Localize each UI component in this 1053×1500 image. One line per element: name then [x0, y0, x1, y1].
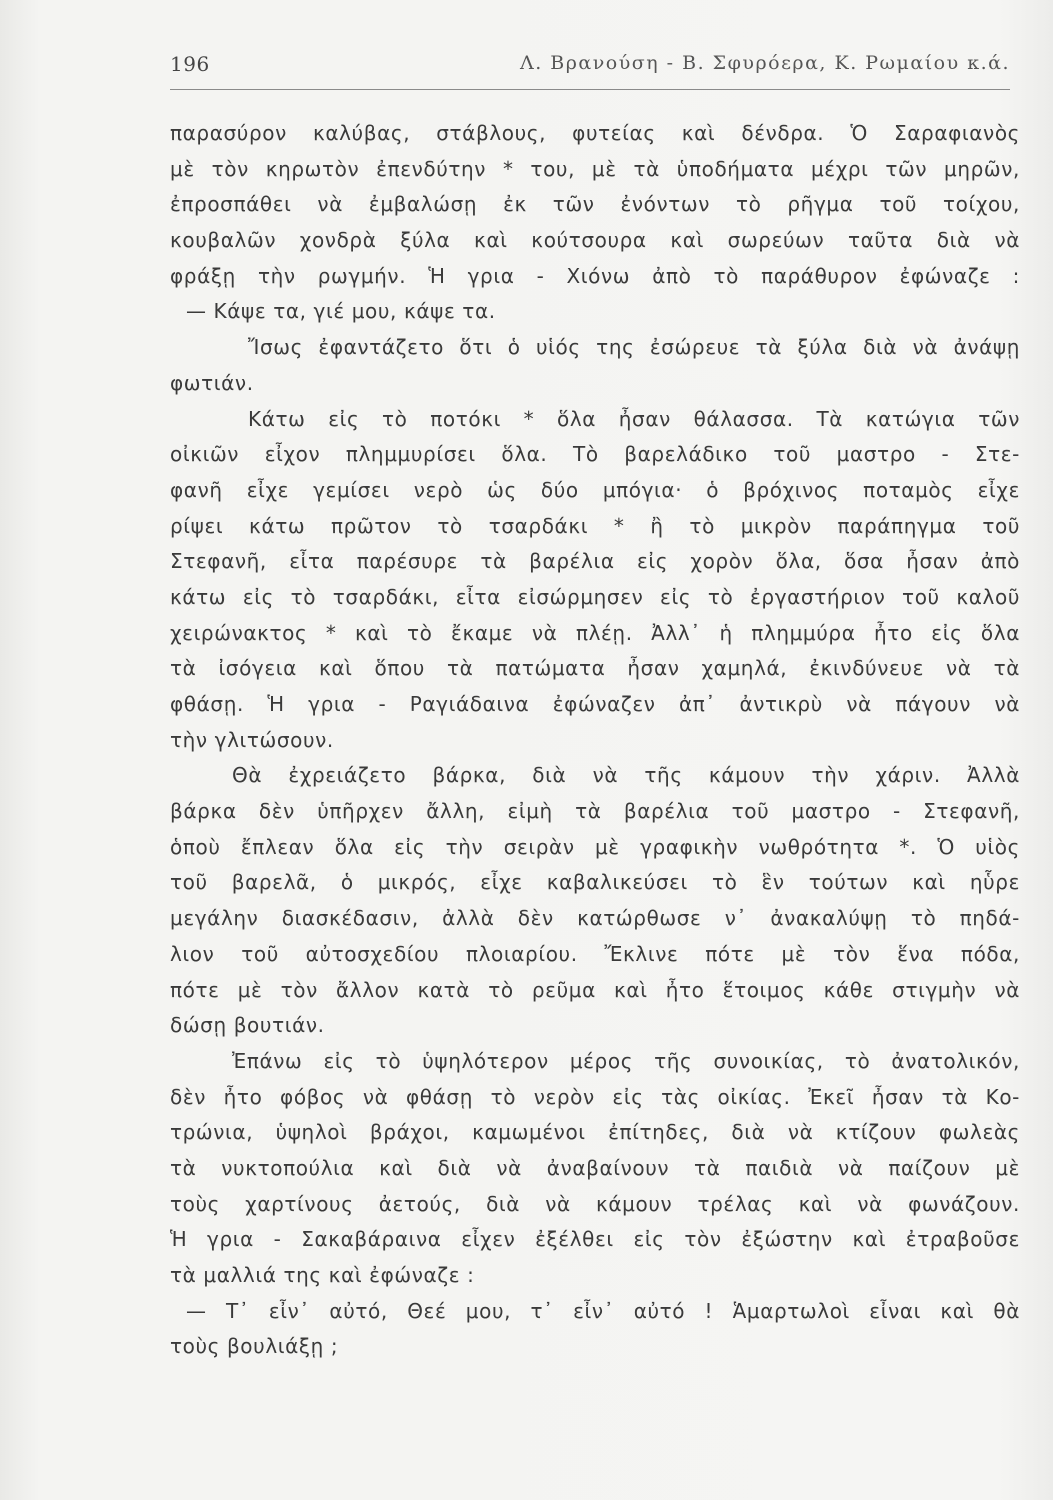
text-line: Ἐπάνω εἰς τὸ ὑψηλότερον μέρος τῆς συνοικίας, τὸ ἀνατολικόν,: [232, 1048, 1020, 1073]
text-line: ἐπροσπάθει νὰ ἐμβαλώσῃ ἐκ τῶν ἐνόντων τὸ ρῆγμα τοῦ τοίχου,: [170, 192, 1020, 217]
text-line: ρίψει κάτω πρῶτον τὸ τσαρδάκι * ἢ τὸ μικρὸν παράπηγμα τοῦ: [170, 513, 1020, 538]
text-line: οἰκιῶν εἶχον πλημμυρίσει ὅλα. Τὸ βαρελάδικο τοῦ μαστρο - Στε-: [170, 442, 1020, 467]
dialogue-line: — Κάψε τα, γιέ μου, κάψε τα.: [186, 299, 496, 324]
text-line: ὁποὺ ἔπλεαν ὅλα εἰς τὴν σειρὰν μὲ γραφικὴν νωθρότητα *. Ὁ υἱὸς: [170, 834, 1020, 859]
page-number: 196: [170, 52, 210, 76]
running-head: Λ. Βρανούση - Β. Σφυρόερα, Κ. Ρωμαίου κ.ά.: [519, 52, 1010, 74]
text-line: τοὺς χαρτίνους ἀετούς, διὰ νὰ κάμουν τρέλας καὶ νὰ φωνάζουν.: [170, 1191, 1020, 1216]
text-line: χειρώνακτος * καὶ τὸ ἔκαμε νὰ πλέῃ. Ἀλλ᾽ ἡ πλημμύρα ἦτο εἰς ὅλα: [170, 620, 1020, 645]
text-line: Ἴσως ἐφαντάζετο ὅτι ὁ υἱός της ἐσώρευε τὰ ξύλα διὰ νὰ ἀνάψῃ: [248, 335, 1020, 360]
text-line: δὲν ἦτο φόβος νὰ φθάσῃ τὸ νερὸν εἰς τὰς οἰκίας. Ἐκεῖ ἦσαν τὰ Κο-: [170, 1084, 1020, 1109]
text-line: τὰ νυκτοπούλια καὶ διὰ νὰ ἀναβαίνουν τὰ παιδιὰ νὰ παίζουν μὲ: [170, 1155, 1020, 1180]
text-line: τὰ ἰσόγεια καὶ ὅπου τὰ πατώματα ἦσαν χαμηλά, ἐκινδύνευε νὰ τὰ: [170, 656, 1020, 681]
text-line: κουβαλῶν χονδρὰ ξύλα καὶ κούτσουρα καὶ σωρεύων ταῦτα διὰ νὰ: [170, 228, 1020, 253]
dialogue-line: — Τ᾽ εἶν᾽ αὐτό, Θεέ μου, τ᾽ εἶν᾽ αὐτό ! Ἁμαρτωλοὶ εἶναι καὶ θὰ: [186, 1298, 1020, 1323]
text-line: μεγάλην διασκέδασιν, ἀλλὰ δὲν κατώρθωσε ν᾽ ἀνακαλύψῃ τὸ πηδά-: [170, 906, 1020, 931]
text-line: βάρκα δὲν ὑπῆρχεν ἄλλη, εἰμὴ τὰ βαρέλια τοῦ μαστρο - Στεφανῆ,: [170, 799, 1020, 824]
text-line: δώσῃ βουτιάν.: [170, 1013, 325, 1038]
text-line: Θὰ ἐχρειάζετο βάρκα, διὰ νὰ τῆς κάμουν τὴν χάριν. Ἀλλὰ: [232, 763, 1020, 788]
text-line: τὴν γλιτώσουν.: [170, 727, 334, 752]
text-line: Στεφανῆ, εἶτα παρέσυρε τὰ βαρέλια εἰς χορὸν ὅλα, ὅσα ἦσαν ἀπὸ: [170, 549, 1020, 574]
text-line: τοῦ βαρελᾶ, ὁ μικρός, εἶχε καβαλικεύσει τὸ ἓν τούτων καὶ ηὗρε: [170, 870, 1020, 895]
text-line: κάτω εἰς τὸ τσαρδάκι, εἶτα εἰσώρμησεν εἰς τὸ ἐργαστήριον τοῦ καλοῦ: [170, 584, 1020, 609]
text-line: τοὺς βουλιάξῃ ;: [170, 1334, 339, 1359]
text-line: πότε μὲ τὸν ἄλλον κατὰ τὸ ρεῦμα καὶ ἦτο ἕτοιμος κάθε στιγμὴν νὰ: [170, 977, 1020, 1002]
text-line: φανῆ εἶχε γεμίσει νερὸ ὡς δύο μπόγια· ὁ βρόχινος ποταμὸς εἶχε: [170, 477, 1020, 502]
text-line: τρώνια, ὑψηλοὶ βράχοι, καμωμένοι ἐπίτηδες, διὰ νὰ κτίζουν φωλεὰς: [170, 1120, 1020, 1145]
text-line: Ἡ γρια - Σακαβάραινα εἶχεν ἐξέλθει εἰς τὸν ἐξώστην καὶ ἐτραβοῦσε: [170, 1227, 1020, 1252]
text-line: Κάτω εἰς τὸ ποτόκι * ὅλα ἦσαν θάλασσα. Τὰ κατώγια τῶν: [248, 406, 1020, 431]
header-rule: [170, 89, 1010, 90]
text-line: τὰ μαλλιά της καὶ ἐφώναζε :: [170, 1263, 475, 1287]
text-line: λιον τοῦ αὐτοσχεδίου πλοιαρίου. Ἔκλινε πότε μὲ τὸν ἕνα πόδα,: [170, 941, 1020, 966]
page-header: [170, 52, 1010, 88]
text-line: φωτιάν.: [170, 370, 254, 395]
text-line: φράξῃ τὴν ρωγμήν. Ἡ γρια - Χιόνω ἀπὸ τὸ παράθυρον ἐφώναζε :: [170, 263, 1020, 288]
text-line: παρασύρον καλύβας, στάβλους, φυτείας καὶ δένδρα. Ὁ Σαραφιανὸς: [170, 121, 1020, 145]
text-line: μὲ τὸν κηρωτὸν ἐπενδύτην * του, μὲ τὰ ὑποδήματα μέχρι τῶν μηρῶν,: [170, 156, 1020, 181]
text-line: φθάσῃ. Ἡ γρια - Ραγιάδαινα ἐφώναζεν ἀπ᾽ ἀντικρὺ νὰ πάγουν νὰ: [170, 692, 1020, 716]
text-body: [170, 116, 1020, 1365]
